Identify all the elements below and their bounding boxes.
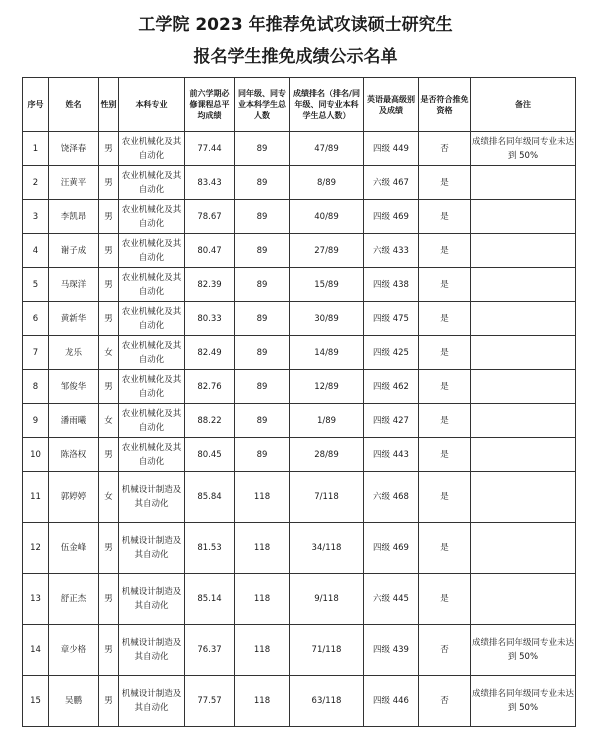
cell-name: 潘雨曦 — [49, 404, 99, 438]
cell-english: 六级 433 — [364, 234, 419, 268]
cell-english: 四级 425 — [364, 336, 419, 370]
cell-remark — [471, 472, 576, 523]
cell-remark: 成绩排名同年级同专业未达到 50% — [471, 625, 576, 676]
cell-name: 伍金峰 — [49, 523, 99, 574]
table-row — [23, 574, 576, 625]
cell-name: 龙乐 — [49, 336, 99, 370]
cell-gender: 男 — [99, 574, 119, 625]
cell-major: 农业机械化及其自动化 — [119, 302, 185, 336]
cell-rank: 47/89 — [290, 132, 364, 166]
cell-gpa: 82.76 — [185, 370, 235, 404]
cell-rank: 30/89 — [290, 302, 364, 336]
cell-rank: 15/89 — [290, 268, 364, 302]
cell-no: 13 — [23, 574, 49, 625]
header-no: 序号 — [23, 78, 49, 132]
cell-total: 89 — [235, 166, 290, 200]
cell-total: 89 — [235, 302, 290, 336]
cell-total: 118 — [235, 574, 290, 625]
cell-rank: 34/118 — [290, 523, 364, 574]
cell-rank: 8/89 — [290, 166, 364, 200]
cell-rank: 9/118 — [290, 574, 364, 625]
cell-gender: 男 — [99, 200, 119, 234]
cell-eligible: 否 — [419, 132, 471, 166]
cell-name: 李凯昂 — [49, 200, 99, 234]
cell-gpa: 85.14 — [185, 574, 235, 625]
cell-gpa: 85.84 — [185, 472, 235, 523]
cell-eligible: 是 — [419, 523, 471, 574]
cell-gender: 男 — [99, 132, 119, 166]
cell-name: 章少格 — [49, 625, 99, 676]
cell-eligible: 是 — [419, 200, 471, 234]
cell-major: 农业机械化及其自动化 — [119, 336, 185, 370]
cell-total: 89 — [235, 438, 290, 472]
cell-major: 机械设计制造及其自动化 — [119, 574, 185, 625]
cell-no: 11 — [23, 472, 49, 523]
cell-remark — [471, 336, 576, 370]
cell-major: 农业机械化及其自动化 — [119, 166, 185, 200]
cell-rank: 71/118 — [290, 625, 364, 676]
cell-remark — [471, 302, 576, 336]
cell-remark — [471, 268, 576, 302]
header-total: 同年级、同专业本科学生总人数 — [235, 78, 290, 132]
cell-total: 118 — [235, 625, 290, 676]
cell-rank: 40/89 — [290, 200, 364, 234]
cell-name: 汪黄平 — [49, 166, 99, 200]
cell-english: 四级 439 — [364, 625, 419, 676]
cell-major: 机械设计制造及其自动化 — [119, 472, 185, 523]
cell-remark — [471, 200, 576, 234]
cell-remark: 成绩排名同年级同专业未达到 50% — [471, 132, 576, 166]
header-eligible: 是否符合推免资格 — [419, 78, 471, 132]
table-row — [23, 132, 576, 166]
cell-name: 舒正杰 — [49, 574, 99, 625]
cell-rank: 1/89 — [290, 404, 364, 438]
cell-rank: 12/89 — [290, 370, 364, 404]
cell-remark — [471, 438, 576, 472]
cell-no: 12 — [23, 523, 49, 574]
results-table — [22, 77, 576, 727]
cell-english: 六级 445 — [364, 574, 419, 625]
cell-total: 89 — [235, 132, 290, 166]
cell-gender: 男 — [99, 523, 119, 574]
cell-name: 马琛洋 — [49, 268, 99, 302]
cell-eligible: 是 — [419, 370, 471, 404]
cell-total: 89 — [235, 370, 290, 404]
cell-total: 118 — [235, 472, 290, 523]
cell-gender: 男 — [99, 625, 119, 676]
cell-no: 9 — [23, 404, 49, 438]
cell-no: 5 — [23, 268, 49, 302]
cell-major: 机械设计制造及其自动化 — [119, 676, 185, 727]
cell-rank: 27/89 — [290, 234, 364, 268]
header-name: 姓名 — [49, 78, 99, 132]
cell-gpa: 80.33 — [185, 302, 235, 336]
cell-remark — [471, 370, 576, 404]
cell-total: 89 — [235, 404, 290, 438]
document-title: 工学院 2023 年推荐免试攻读硕士研究生 — [138, 15, 453, 35]
cell-name: 陈洛权 — [49, 438, 99, 472]
cell-gpa: 82.49 — [185, 336, 235, 370]
cell-english: 六级 468 — [364, 472, 419, 523]
cell-rank: 7/118 — [290, 472, 364, 523]
table-header-row — [23, 78, 576, 132]
cell-gpa: 82.39 — [185, 268, 235, 302]
table-row — [23, 625, 576, 676]
table-row — [23, 676, 576, 727]
cell-eligible: 是 — [419, 234, 471, 268]
cell-eligible: 否 — [419, 676, 471, 727]
table-row — [23, 336, 576, 370]
cell-english: 四级 475 — [364, 302, 419, 336]
table-row — [23, 523, 576, 574]
cell-gender: 女 — [99, 336, 119, 370]
cell-no: 4 — [23, 234, 49, 268]
cell-name: 邹俊华 — [49, 370, 99, 404]
cell-english: 四级 469 — [364, 200, 419, 234]
cell-major: 农业机械化及其自动化 — [119, 132, 185, 166]
cell-eligible: 是 — [419, 268, 471, 302]
table-row — [23, 438, 576, 472]
cell-remark — [471, 574, 576, 625]
cell-english: 四级 469 — [364, 523, 419, 574]
cell-rank: 28/89 — [290, 438, 364, 472]
cell-total: 89 — [235, 268, 290, 302]
cell-english: 四级 427 — [364, 404, 419, 438]
cell-gpa: 76.37 — [185, 625, 235, 676]
cell-remark — [471, 166, 576, 200]
cell-gpa: 78.67 — [185, 200, 235, 234]
cell-name: 谢子成 — [49, 234, 99, 268]
table-row — [23, 166, 576, 200]
cell-remark — [471, 523, 576, 574]
cell-name: 黄新华 — [49, 302, 99, 336]
cell-major: 农业机械化及其自动化 — [119, 438, 185, 472]
cell-no: 15 — [23, 676, 49, 727]
cell-gpa: 80.45 — [185, 438, 235, 472]
cell-total: 118 — [235, 523, 290, 574]
cell-name: 吴鹏 — [49, 676, 99, 727]
cell-gpa: 80.47 — [185, 234, 235, 268]
cell-english: 四级 462 — [364, 370, 419, 404]
cell-gpa: 83.43 — [185, 166, 235, 200]
cell-gender: 女 — [99, 404, 119, 438]
cell-gender: 男 — [99, 234, 119, 268]
cell-total: 118 — [235, 676, 290, 727]
cell-gpa: 77.44 — [185, 132, 235, 166]
table-row — [23, 370, 576, 404]
cell-rank: 14/89 — [290, 336, 364, 370]
table-row — [23, 302, 576, 336]
cell-eligible: 是 — [419, 166, 471, 200]
cell-eligible: 是 — [419, 336, 471, 370]
cell-no: 14 — [23, 625, 49, 676]
cell-gender: 男 — [99, 676, 119, 727]
table-row — [23, 200, 576, 234]
cell-english: 四级 438 — [364, 268, 419, 302]
cell-gender: 男 — [99, 438, 119, 472]
cell-total: 89 — [235, 200, 290, 234]
cell-no: 1 — [23, 132, 49, 166]
cell-no: 10 — [23, 438, 49, 472]
cell-rank: 63/118 — [290, 676, 364, 727]
cell-no: 3 — [23, 200, 49, 234]
cell-eligible: 是 — [419, 438, 471, 472]
cell-total: 89 — [235, 234, 290, 268]
table-row — [23, 472, 576, 523]
cell-eligible: 是 — [419, 574, 471, 625]
cell-remark — [471, 234, 576, 268]
header-remark: 备注 — [471, 78, 576, 132]
cell-english: 四级 443 — [364, 438, 419, 472]
table-row — [23, 234, 576, 268]
cell-english: 四级 449 — [364, 132, 419, 166]
cell-name: 郭婷婷 — [49, 472, 99, 523]
header-major: 本科专业 — [119, 78, 185, 132]
cell-gender: 男 — [99, 302, 119, 336]
cell-no: 7 — [23, 336, 49, 370]
cell-major: 农业机械化及其自动化 — [119, 370, 185, 404]
cell-eligible: 是 — [419, 404, 471, 438]
cell-no: 6 — [23, 302, 49, 336]
cell-remark: 成绩排名同年级同专业未达到 50% — [471, 676, 576, 727]
cell-no: 2 — [23, 166, 49, 200]
cell-major: 机械设计制造及其自动化 — [119, 523, 185, 574]
cell-gender: 女 — [99, 472, 119, 523]
header-english: 英语最高级别及成绩 — [364, 78, 419, 132]
cell-major: 农业机械化及其自动化 — [119, 268, 185, 302]
document-subtitle: 报名学生推免成绩公示名单 — [193, 47, 398, 67]
header-gpa: 前六学期必修课程总平均成绩 — [185, 78, 235, 132]
cell-major: 农业机械化及其自动化 — [119, 200, 185, 234]
cell-english: 四级 446 — [364, 676, 419, 727]
cell-eligible: 否 — [419, 625, 471, 676]
cell-major: 机械设计制造及其自动化 — [119, 625, 185, 676]
cell-major: 农业机械化及其自动化 — [119, 404, 185, 438]
cell-gpa: 77.57 — [185, 676, 235, 727]
cell-gender: 男 — [99, 166, 119, 200]
cell-gpa: 81.53 — [185, 523, 235, 574]
cell-eligible: 是 — [419, 472, 471, 523]
cell-gender: 男 — [99, 268, 119, 302]
cell-gender: 男 — [99, 370, 119, 404]
cell-total: 89 — [235, 336, 290, 370]
cell-gpa: 88.22 — [185, 404, 235, 438]
cell-remark — [471, 404, 576, 438]
header-rank: 成绩排名（排名/同年级、同专业本科学生总人数） — [290, 78, 364, 132]
table-row — [23, 404, 576, 438]
cell-name: 饶泽春 — [49, 132, 99, 166]
cell-major: 农业机械化及其自动化 — [119, 234, 185, 268]
cell-english: 六级 467 — [364, 166, 419, 200]
header-gender: 性别 — [99, 78, 119, 132]
cell-eligible: 是 — [419, 302, 471, 336]
table-row — [23, 268, 576, 302]
cell-no: 8 — [23, 370, 49, 404]
